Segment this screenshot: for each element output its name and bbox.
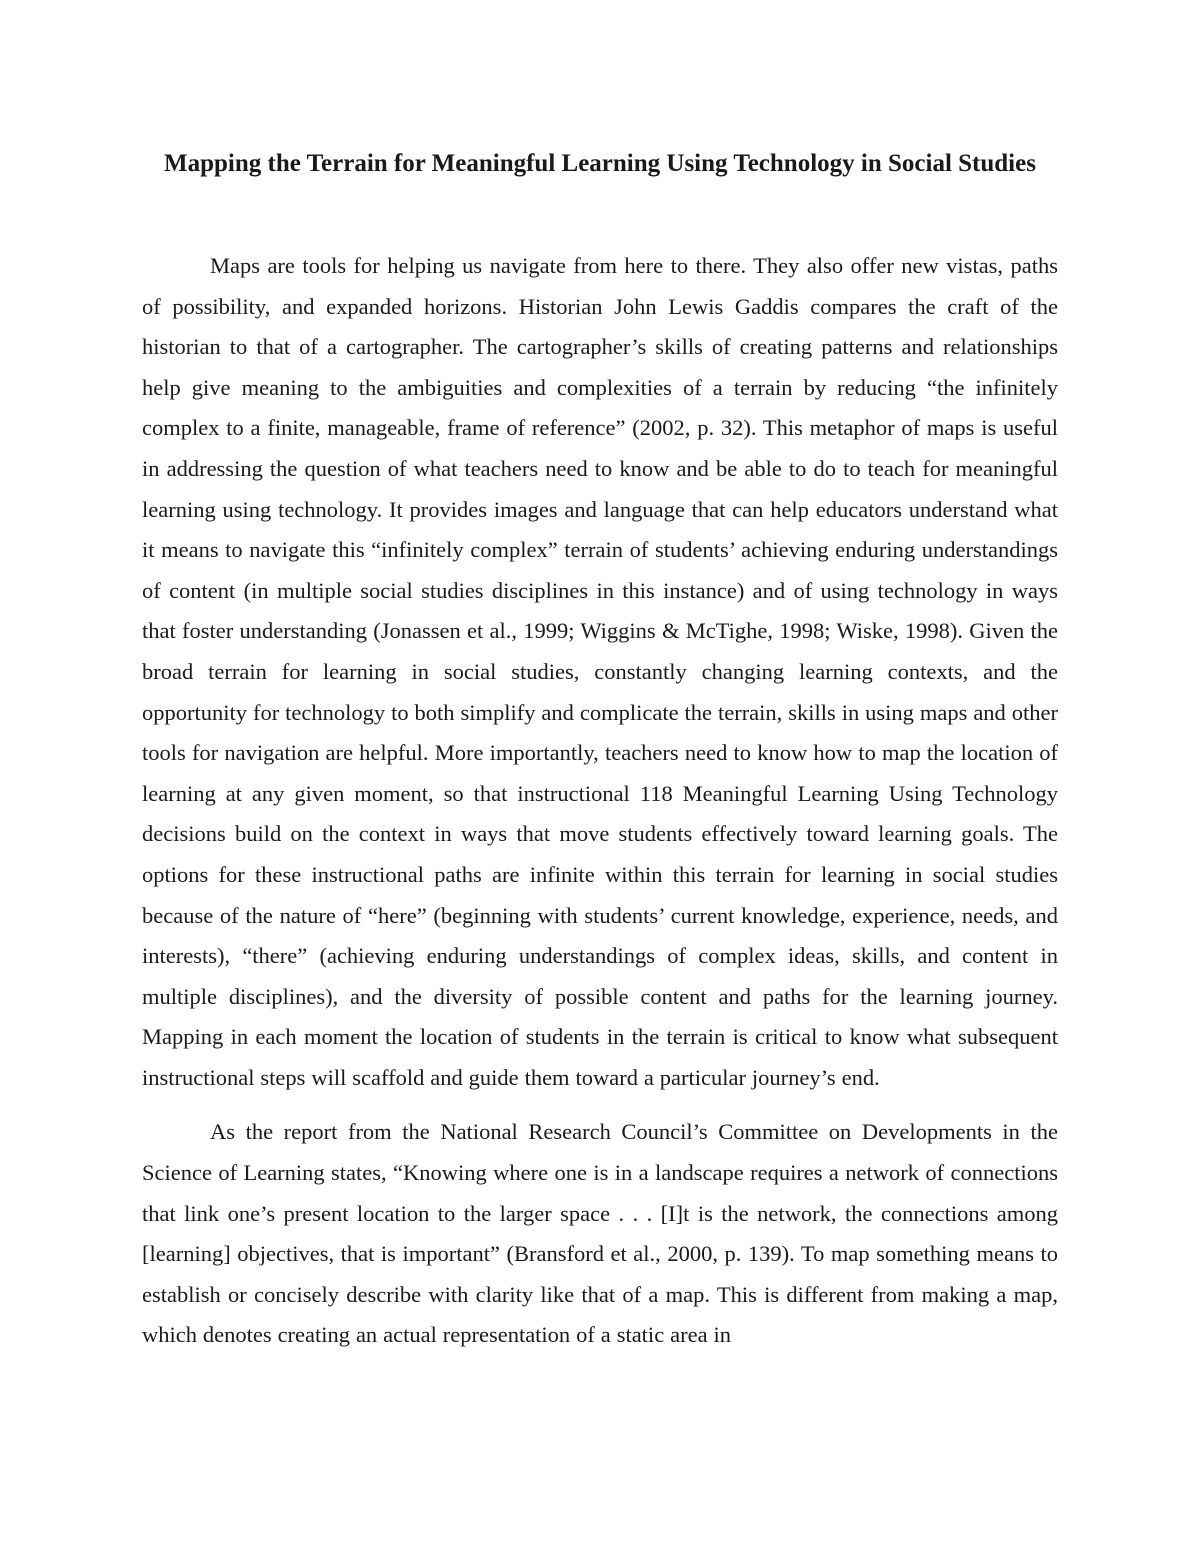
paragraph-2: As the report from the National Research Council’s Committee on Developments in the Science of Learning states, “Knowing where one is in a landscape requires a network of connections that link one’s present location to the larger space . . . [I]t is the network, the connections among [learning] objectives, that is important” (Bransford et al., 2000, p. 139). To map something means to establish or concisely describe with clarity like that of a map. This is different from making a map, which denotes creating an actual representation of a static area in (142, 1119, 1058, 1348)
document-body (142, 246, 1058, 1356)
paragraph-1: Maps are tools for helping us navigate from here to there. They also offer new vistas, paths of possibility, and expanded horizons. Historian John Lewis Gaddis compares the craft of the historian to that of a cartographer. The cartographer’s skills of creating patterns and relationships help give meaning to the ambiguities and complexities of a terrain by reducing “the infinitely complex to a finite, manageable, frame of reference” (2002, p. 32). This metaphor of maps is useful in addressing the question of what teachers need to know and be able to do to teach for meaningful learning using technology. It provides images and language that can help educators understand what it means to navigate this “infinitely complex” terrain of students’ achieving enduring understandings of content (in multiple social studies disciplines in this instance) and of using technology in ways that foster understanding (Jonassen et al., 1999; Wiggins & McTighe, 1998; Wiske, 1998). Given the broad terrain for learning in social studies, constantly changing learning contexts, and the opportunity for technology to both simplify and complicate the terrain, skills in using maps and other tools for navigation are helpful. More importantly, teachers need to know how to map the location of learning at any given moment, so that instructional 118 Meaningful Learning Using Technology decisions build on the context in ways that move students effectively toward learning goals. The options for these instructional paths are infinite within this terrain for learning in social studies because of the nature of “here” (beginning with students’ current knowledge, experience, needs, and interests), “there” (achieving enduring understandings of complex ideas, skills, and content in multiple disciplines), and the diversity of possible content and paths for the learning journey. Mapping in each moment the location of students in the terrain is critical to know what subsequent instructional steps will scaffold and guide them toward a particular journey’s end. (142, 253, 1058, 1090)
document-title: Mapping the Terrain for Meaningful Learning Using Technology in Social Studies (164, 150, 1036, 177)
